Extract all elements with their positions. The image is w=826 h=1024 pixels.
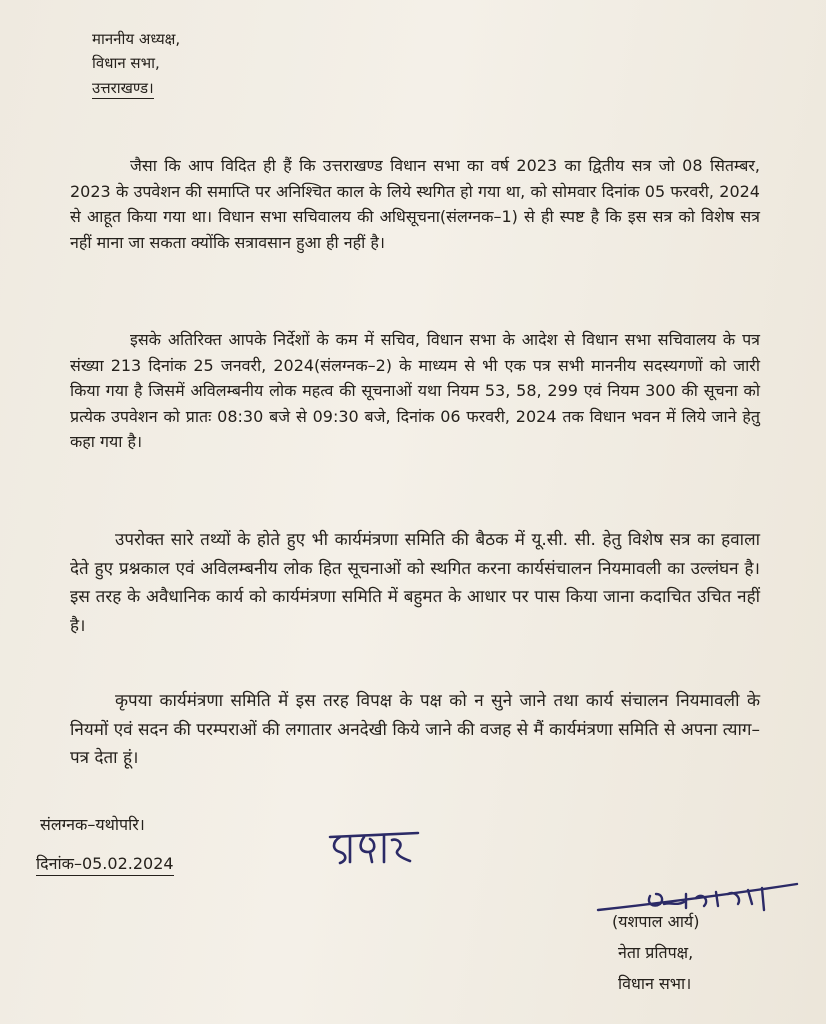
addressee-line-3: [92, 77, 154, 99]
signatory-block: [612, 906, 699, 999]
paragraph-2: इसके अतिरिक्त आपके निर्देशों के कम में सचिव, विधान सभा के आदेश से विधान सभा सचिवालय के पत्र संख्या 213 दिनांक 25 जनवरी, 2024(संलग्नक–2) के माध्यम से भी एक पत्र सभी माननीय सदस्यगणों को जारी किया गया है जिसमें अविलम्बनीय लोक महत्व की सूचनाओं यथा नियम 53, 58, 299 एवं नियम 300 की सूचना को प्रत्येक उपवेशन को प्रातः 08:30 बजे से 09:30 बजे, दिनांक 06 फरवरी, 2024 तक विधान भवन में लिये जाने हेतु कहा गया है।: [70, 330, 760, 451]
signatory-name: (यशपाल आर्य): [612, 912, 700, 931]
handwritten-regards: [326, 828, 426, 868]
signatory-office: विधान सभा।: [618, 974, 692, 993]
paragraph-3: उपरोक्त सारे तथ्यों के होते हुए भी कार्यमंत्रणा समिति की बैठक में यू.सी. सी. हेतु विशेष सत्र का हवाला देते हुए प्रश्नकाल एवं अविलम्बनीय लोक हित सूचनाओं को स्थगित करना कार्यसंचालन नियमावली का उल्लंघन है। इस तरह के अवैधानिक कार्य को कार्यमंत्रणा समिति में बहुमत के आधार पर पास किया जाना कदाचित उचित नहीं है।: [70, 530, 760, 636]
addressee-line-1: माननीय अध्यक्ष,: [92, 30, 181, 48]
paragraph-4: कृपया कार्यमंत्रणा समिति में इस तरह विपक्ष के पक्ष को न सुने जाने तथा कार्य संचालन नियमावली के नियमों एवं सदन की परम्पराओं की लगातार अनदेखी किये जाने की वजह से मैं कार्यमंत्रणा समिति से अपना त्याग–पत्र देता हूं।: [70, 691, 761, 768]
letter-date: [36, 852, 174, 874]
signatory-title: नेता प्रतिपक्ष,: [618, 943, 694, 962]
paragraph-1: जैसा कि आप विदित ही हैं कि उत्तराखण्ड विधान सभा का वर्ष 2023 का द्वितीय सत्र जो 08 सितम्बर, 2023 के उपवेशन की समाप्ति पर अनिश्चित काल के लिये स्थगित हो गया था, को सोमवार दिनांक 05 फरवरी, 2024 से आहूत किया गया था। विधान सभा सचिवालय की अधिसूचना(संलग्नक–1) से ही स्पष्ट है कि इस सत्र को विशेष सत्र नहीं माना जा सकता क्योंकि सत्रावसान हुआ ही नहीं है।: [70, 156, 760, 253]
addressee-line-3-text: उत्तराखण्ड।: [92, 79, 154, 97]
enclosure-note: संलग्नक–यथोपरि।: [40, 815, 145, 834]
letter-date-text: दिनांक–05.02.2024: [36, 854, 174, 876]
addressee-line-2: विधान सभा,: [92, 54, 160, 72]
